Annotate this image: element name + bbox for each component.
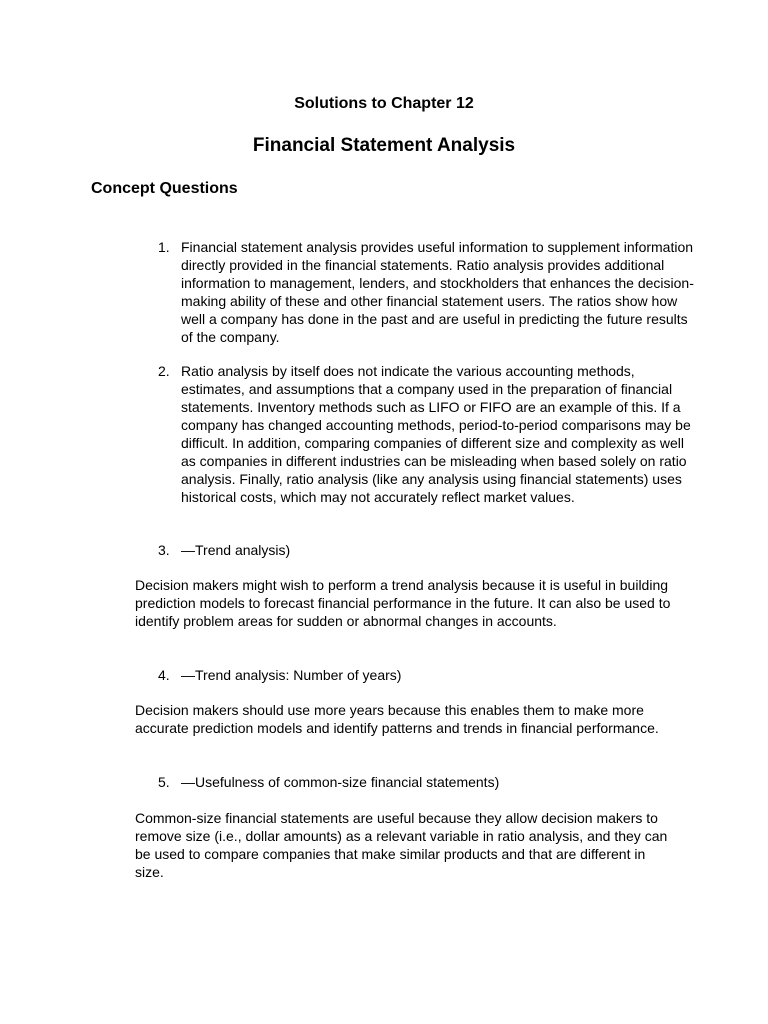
item-text: —Trend analysis) [181,542,291,558]
item-text: Ratio analysis by itself does not indicate the various accounting methods, estimates, and assumptions that a company used in the preparation of financial statements. Inventory methods such as LIFO or FIFO are an example of this. If a company has changed accounting methods, period-to-period comparisons may be difficult. In addition, comparing companies of different size and complexity as well as companies in different industries can be misleading when based solely on ratio analysis. Finally, ratio analysis (like any analysis using financial statements) uses historical costs, which may not accurately reflect market values. [181,363,691,505]
item-number: 5. [158,774,170,790]
chapter-title: Solutions to Chapter 12 [294,95,474,112]
item-number: 4. [158,667,170,683]
numbered-item-4 [158,666,698,684]
numbered-item-5 [158,773,698,791]
item-text: Financial statement analysis provides useful information to supplement information directly provided in the financial statements. Ratio analysis provides additional information to management, lenders, and stockholders that enhances the decision-making ability of these and other financial statement users. The ratios show how well a company has done in the past and are useful in predicting the future results of the company. [181,239,694,345]
numbered-item-2 [158,362,698,506]
item-text: —Trend analysis: Number of years) [181,667,402,683]
answer-paragraph-3: Decision makers might wish to perform a trend analysis because it is useful in building prediction models to forecast financial performance in the future. It can also be used to identify problem areas for sudden or abnormal changes in accounts. [135,577,671,629]
answer-paragraph-5: Common-size financial statements are useful because they allow decision makers to remove size (i.e., dollar amounts) as a relevant variable in ratio analysis, and they can be used to compare companies that make similar products and that are different in size. [135,810,668,880]
answer-paragraph-4: Decision makers should use more years because this enables them to make more accurate prediction models and identify patterns and trends in financial performance. [135,702,659,736]
item-number: 1. [158,239,170,255]
numbered-item-3 [158,541,698,559]
item-number: 3. [158,542,170,558]
numbered-item-1 [158,238,698,346]
main-title: Financial Statement Analysis [252,135,516,156]
item-text: —Usefulness of common-size financial statements) [181,774,500,790]
item-number: 2. [158,363,170,379]
section-heading: Concept Questions [91,180,238,197]
